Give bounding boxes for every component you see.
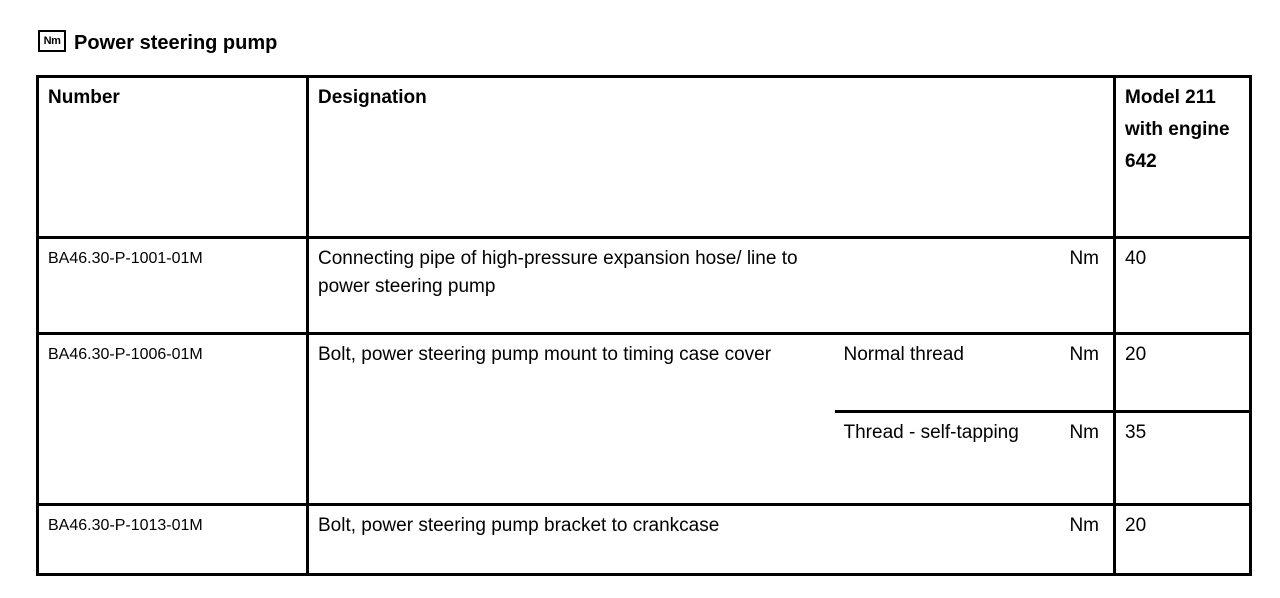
torque-nm-icon: Nm (38, 30, 66, 52)
row-value: 40 (1115, 238, 1251, 334)
row-designation: Connecting pipe of high-pressure expansion hose/ line to power steering pump (308, 238, 835, 334)
row-value: 20 (1115, 334, 1251, 412)
column-header-number: Number (38, 77, 308, 238)
page-title: Power steering pump (74, 31, 278, 54)
section-header (38, 28, 277, 58)
row-condition (835, 505, 1035, 575)
table-row (38, 238, 1251, 334)
row-unit: Nm (1035, 505, 1115, 575)
row-number: BA46.30-P-1001-01M (38, 238, 308, 334)
column-header-model: Model 211 with engine 642 (1115, 77, 1251, 238)
row-number: BA46.30-P-1013-01M (38, 505, 308, 575)
row-value: 35 (1115, 412, 1251, 505)
torque-table (36, 75, 1252, 576)
row-condition (835, 238, 1035, 334)
row-value: 20 (1115, 505, 1251, 575)
table-row (38, 334, 1251, 412)
row-unit: Nm (1035, 334, 1115, 412)
row-unit: Nm (1035, 238, 1115, 334)
table-header-row (38, 77, 1251, 238)
row-number: BA46.30-P-1006-01M (38, 334, 308, 505)
row-designation: Bolt, power steering pump bracket to crankcase (308, 505, 835, 575)
row-condition: Thread - self-tapping (835, 412, 1035, 505)
table-row (38, 505, 1251, 575)
row-condition: Normal thread (835, 334, 1035, 412)
row-designation: Bolt, power steering pump mount to timing case cover (308, 334, 835, 505)
row-unit: Nm (1035, 412, 1115, 505)
column-header-designation: Designation (308, 77, 1115, 238)
